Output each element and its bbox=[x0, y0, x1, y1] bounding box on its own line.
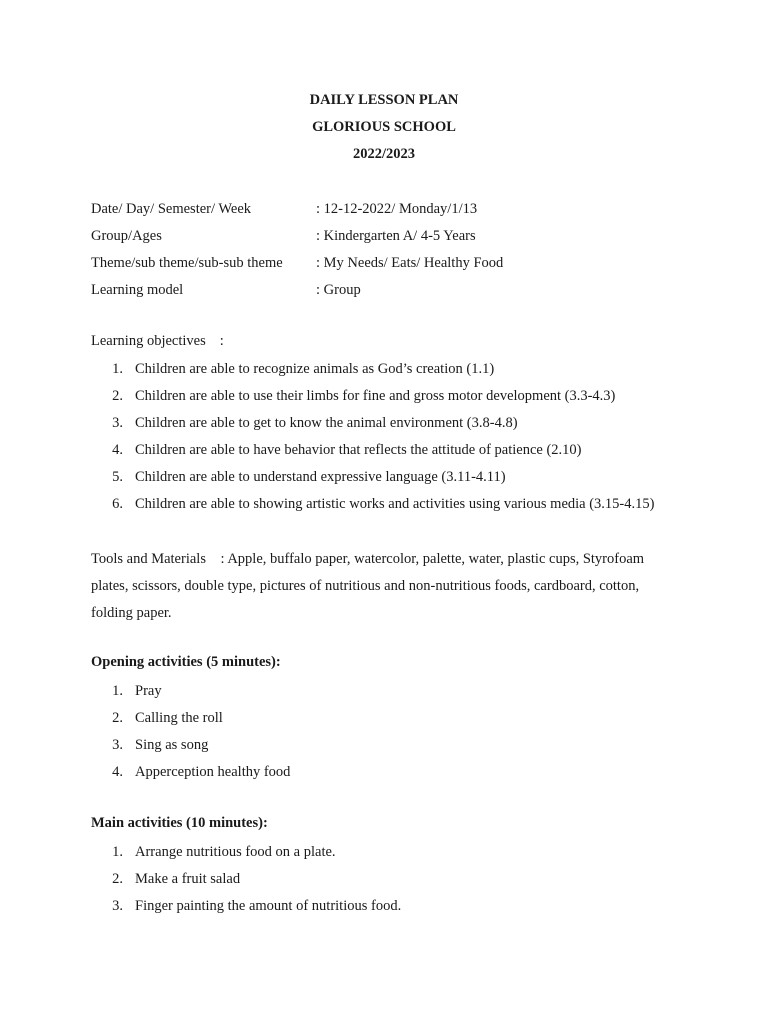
tools-and-materials bbox=[91, 546, 691, 627]
item-number: 4. bbox=[112, 764, 123, 780]
list-item bbox=[91, 709, 290, 736]
list-item bbox=[91, 468, 654, 495]
info-row bbox=[91, 227, 503, 254]
info-row bbox=[91, 281, 503, 308]
objectives-list bbox=[91, 360, 654, 522]
item-text: Children are able to understand expressive language (3.11-4.11) bbox=[135, 469, 506, 485]
info-row bbox=[91, 200, 503, 227]
tools-line: Tools and Materials : Apple, buffalo paper, watercolor, palette, water, plastic cups, Styrofoam bbox=[91, 551, 645, 567]
opening-activities-list bbox=[91, 682, 290, 790]
list-item bbox=[91, 897, 401, 924]
item-number: 2. bbox=[112, 710, 123, 726]
tools-line: plates, scissors, double type, pictures of nutritious and non-nutritious foods, cardboard, cotton, bbox=[91, 578, 640, 594]
item-text: Children are able to recognize animals as God’s creation (1.1) bbox=[135, 361, 495, 377]
info-value: : 12-12-2022/ Monday/1/13 bbox=[316, 201, 478, 217]
item-number: 3. bbox=[112, 737, 123, 753]
main-activities-heading: Main activities (10 minutes): bbox=[91, 815, 268, 831]
list-item bbox=[91, 441, 654, 468]
info-label: Learning model bbox=[91, 282, 184, 298]
list-item bbox=[91, 682, 290, 709]
item-text: Children are able to have behavior that reflects the attitude of patience (2.10) bbox=[135, 442, 582, 458]
info-label: Group/Ages bbox=[91, 228, 162, 244]
objectives-heading bbox=[91, 333, 224, 350]
item-number: 3. bbox=[112, 415, 123, 431]
list-item bbox=[91, 387, 654, 414]
item-text: Sing as song bbox=[135, 737, 209, 753]
info-label: Theme/sub theme/sub-sub theme bbox=[91, 255, 283, 271]
item-number: 5. bbox=[112, 469, 123, 485]
item-text: Children are able to showing artistic works and activities using various media (3.15-4.15) bbox=[135, 496, 655, 512]
info-value: : Group bbox=[316, 282, 361, 298]
list-item bbox=[91, 870, 401, 897]
main-activities-list bbox=[91, 843, 401, 924]
item-number: 4. bbox=[112, 442, 123, 458]
item-text: Pray bbox=[135, 683, 162, 699]
info-value: : Kindergarten A/ 4-5 Years bbox=[316, 228, 476, 244]
item-number: 1. bbox=[112, 361, 123, 377]
item-number: 3. bbox=[112, 898, 123, 914]
info-label: Date/ Day/ Semester/ Week bbox=[91, 201, 252, 217]
opening-activities-heading: Opening activities (5 minutes): bbox=[91, 654, 281, 670]
academic-year: 2022/2023 bbox=[352, 146, 416, 162]
item-number: 2. bbox=[112, 871, 123, 887]
item-text: Children are able to use their limbs for fine and gross motor development (3.3-4.3) bbox=[135, 388, 616, 404]
item-number: 2. bbox=[112, 388, 123, 404]
item-text: Arrange nutritious food on a plate. bbox=[135, 844, 336, 860]
tools-line: folding paper. bbox=[91, 605, 172, 621]
item-text: Apperception healthy food bbox=[135, 764, 291, 780]
school-name: GLORIOUS SCHOOL bbox=[312, 119, 456, 135]
objectives-colon: : bbox=[219, 333, 224, 349]
item-text: Calling the roll bbox=[135, 710, 223, 726]
list-item bbox=[91, 495, 654, 522]
list-item bbox=[91, 360, 654, 387]
objectives-label: Learning objectives bbox=[91, 333, 206, 349]
item-number: 6. bbox=[112, 496, 123, 512]
document-title: DAILY LESSON PLAN bbox=[309, 92, 459, 108]
info-row bbox=[91, 254, 503, 281]
list-item bbox=[91, 843, 401, 870]
list-item bbox=[91, 736, 290, 763]
list-item bbox=[91, 763, 290, 790]
item-text: Make a fruit salad bbox=[135, 871, 241, 887]
info-value: : My Needs/ Eats/ Healthy Food bbox=[316, 255, 504, 271]
item-text: Finger painting the amount of nutritious food. bbox=[135, 898, 402, 914]
info-table bbox=[91, 200, 503, 308]
list-item bbox=[91, 414, 654, 441]
item-text: Children are able to get to know the animal environment (3.8-4.8) bbox=[135, 415, 518, 431]
item-number: 1. bbox=[112, 844, 123, 860]
item-number: 1. bbox=[112, 683, 123, 699]
